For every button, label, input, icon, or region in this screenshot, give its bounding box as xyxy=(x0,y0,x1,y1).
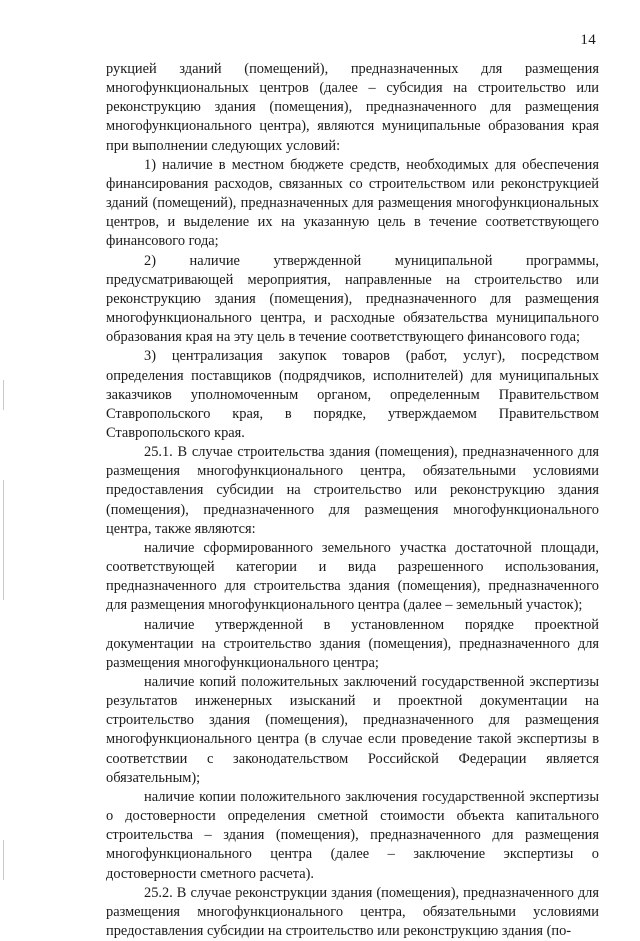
paragraph-clause-25-2: 25.2. В случае реконструкции здания (помещения), предназначенного для размещения многофункционального центра, обязательными условиями предоставления субсидии на строительство или реконструкцию здания (по- xyxy=(106,884,599,940)
paragraph-clause-25-1: 25.1. В случае строительства здания (помещения), предназначенного для размещения многофункционального центра, обязательными условиями предоставления субсидии на строительство или реконструкцию здания (помещения), предназначенного для размещения многофункционального центра, также являются: xyxy=(106,444,599,537)
scan-edge-mark-bottom xyxy=(3,840,4,880)
document-body xyxy=(106,60,599,941)
paragraph-continuation: рукцией зданий (помещений), предназначенных для размещения многофункциональных центров (далее – субсидия на строительство или реконструкцию здания (помещения), предназначенного для размещения многофункционального центра), являются муниципальные образования края при выполнении следующих условий: xyxy=(106,61,599,154)
scan-edge-mark-middle xyxy=(3,480,4,600)
scan-edge-mark-top xyxy=(3,380,4,410)
page-number: 14 xyxy=(580,32,596,48)
paragraph-expert-conclusions: наличие копий положительных заключений государственной экспертизы результатов инженерных изысканий и проектной документации на строительство здания (помещения), предназначенного для размещения многофункционального центра (в случае если проведение такой экспертизы в соответствии с законодательством Российской Федерации является обязательным); xyxy=(106,674,599,786)
paragraph-condition-3: 3) централизация закупок товаров (работ, услуг), посредством определения поставщиков (подрядчиков, исполнителей) для муниципальных заказчиков уполномоченным органом, определенным Правительством Ставропольского края, в порядке, утверждаемом Правительством Ставропольского края. xyxy=(106,348,599,441)
paragraph-condition-2: 2) наличие утвержденной муниципальной программы, предусматривающей мероприятия, направленные на строительство или реконструкцию здания (помещения), предназначенного для размещения многофункционального центра, и расходные обязательства муниципального образования края на эту цель в течение соответствующего финансового года; xyxy=(106,252,599,346)
paragraph-land-plot: наличие сформированного земельного участка достаточной площади, соответствующей категории и вида разрешенного использования, предназначенного для строительства здания (помещения), предназначенного для размещения многофункционального центра (далее – земельный участок); xyxy=(106,539,599,614)
paragraph-condition-1: 1) наличие в местном бюджете средств, необходимых для обеспечения финансирования расходов, связанных со строительством или реконструкцией зданий (помещений), предназначенных для размещения многофункциональных центров, и выделение их на указанную цель в течение соответствующего финансового года; xyxy=(106,156,599,250)
paragraph-cost-expertise: наличие копии положительного заключения государственной экспертизы о достоверности определения сметной стоимости объекта капитального строительства – здания (помещения), предназначенного для размещения многофункционального центра (далее – заключение экспертизы о достоверности сметного расчета). xyxy=(106,788,599,882)
paragraph-project-documentation: наличие утвержденной в установленном порядке проектной документации на строительство здания (помещения), предназначенного для размещения многофункционального центра; xyxy=(106,616,599,671)
